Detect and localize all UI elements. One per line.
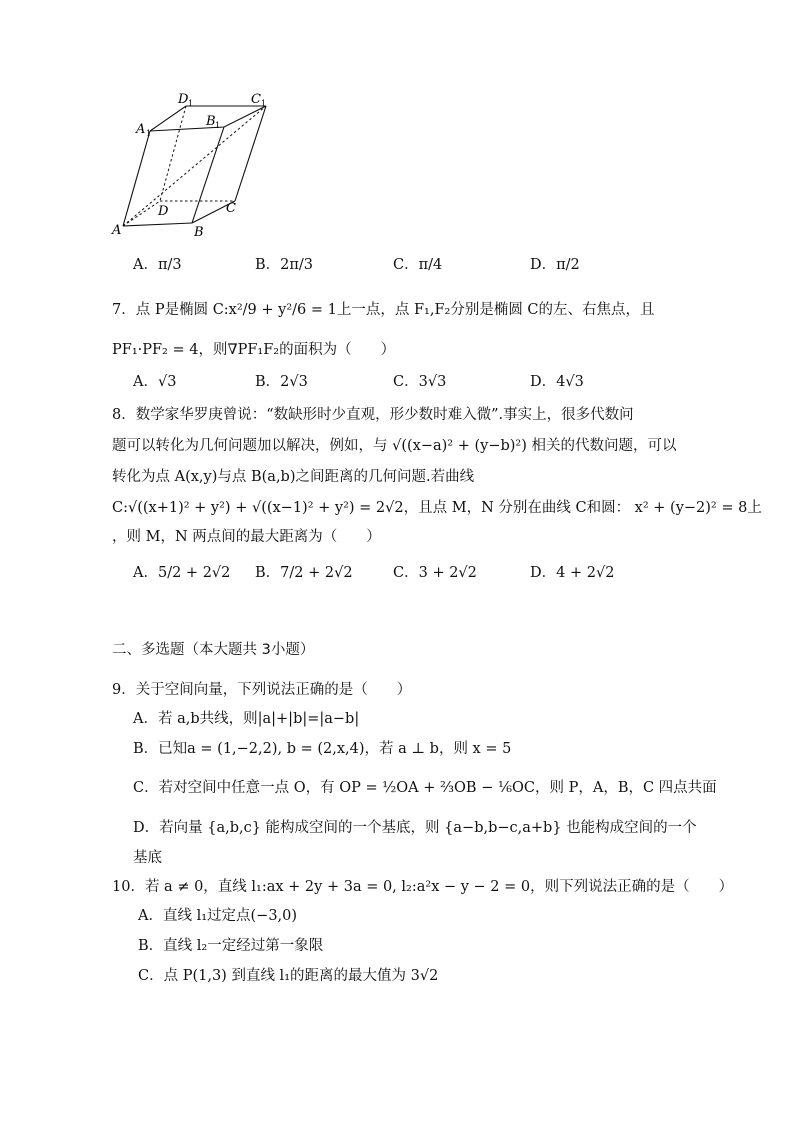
q10-stem: 10．若 a ≠ 0，直线 l₁:ax + 2y + 3a = 0, l₂:a²x − y − 2 = 0，则下列说法正确的是（ ） (112, 879, 734, 895)
option-value: π/2 (556, 257, 580, 273)
q6-option-d (530, 255, 580, 275)
option-key: A． (133, 257, 158, 273)
parallelepiped-figure (108, 88, 283, 238)
option-value: 2π/3 (280, 257, 314, 273)
label-A1-sub: 1 (146, 129, 152, 138)
label-D: D (158, 204, 169, 219)
option-value: π/4 (418, 257, 443, 273)
q9-option-c: C．若对空间中任意一点 O，有 OP = ½OA + ⅔OB − ⅙OC，则 P，A，B，C 四点共面 (133, 780, 717, 796)
option-value: 4√3 (556, 374, 584, 390)
q8-stem-line2: 题可以转化为几何问题加以解决，例如，与 √((x−a)² + (y−b)²) 相关的代数问题，可以 (112, 438, 677, 454)
option-key: B． (255, 257, 281, 273)
label-A: A (112, 223, 122, 238)
q7-option-d (530, 372, 584, 392)
q8-stem-line4: C:√((x+1)² + y²) + √((x−1)² + y²) = 2√2，且点 M，N 分别在曲线 C和圆： x² + (y−2)² = 8上 (112, 500, 762, 516)
option-value: 2√3 (280, 374, 308, 390)
option-value: 3√3 (418, 374, 447, 390)
q8-stem-line5: ，则 M，N 两点间的最大距离为（ ） (112, 529, 381, 545)
label-D1-sub: 1 (188, 99, 194, 108)
option-key: D． (530, 257, 557, 273)
label-B: B (194, 225, 204, 238)
q8-option-c (393, 563, 477, 583)
section-heading: 二、多选题（本大题共 3小题） (112, 642, 315, 658)
q6-option-c (393, 255, 442, 275)
label-C: C (226, 201, 236, 216)
q10-option-b: B．直线 l₂一定经过第一象限 (138, 938, 324, 954)
q7-stem-line1: 7．点 P是椭圆 C:x²/9 + y²/6 = 1上一点，点 F₁,F₂分别是椭圆 C的左、右焦点，且 (112, 302, 655, 318)
q10-option-a: A．直线 l₁过定点(−3,0) (138, 908, 298, 924)
q9-option-b: B．已知a = (1,−2,2), b = (2,x,4)，若 a ⊥ b，则 x = 5 (133, 741, 512, 757)
q7-stem-line2: PF₁·PF₂ = 4，则∇PF₁F₂的面积为（ ） (112, 342, 396, 358)
label-A1: A (136, 122, 146, 137)
option-value: 5/2 + 2√2 (157, 565, 231, 581)
q7-option-c (393, 372, 446, 392)
q9-option-d-line1: D．若向量 {a,b,c} 能构成空间的一个基底，则 {a−b,b−c,a+b} 也能构成空间的一个 (133, 820, 697, 836)
option-key: C． (393, 565, 419, 581)
option-key: B． (255, 374, 281, 390)
label-D1: D (178, 92, 189, 107)
q8-option-b (255, 563, 353, 583)
option-key: C． (393, 257, 419, 273)
option-key: C． (393, 374, 419, 390)
q9-option-a: A．若 a,b共线，则|a|+|b|=|a−b| (133, 711, 360, 727)
q8-stem-line1: 8．数学家华罗庚曾说：“数缺形时少直观，形少数时难入微”.事实上，很多代数问 (112, 407, 634, 423)
q9-stem: 9．关于空间向量，下列说法正确的是（ ） (112, 682, 412, 698)
q7-option-b (255, 372, 308, 392)
q8-option-a (133, 563, 230, 583)
q8-stem-line3: 转化为点 A(x,y)与点 B(a,b)之间距离的几何问题.若曲线 (112, 469, 475, 485)
option-value: 3 + 2√2 (418, 565, 477, 581)
option-value: π/3 (157, 257, 182, 273)
q7-option-a (133, 372, 176, 392)
option-value: 7/2 + 2√2 (280, 565, 353, 581)
option-key: B． (255, 565, 281, 581)
q6-option-a (133, 255, 182, 275)
q8-option-d (530, 563, 614, 583)
q9-option-d-line2: 基底 (133, 850, 162, 866)
option-value: √3 (157, 374, 177, 390)
label-C1-sub: 1 (261, 99, 267, 108)
option-key: A． (133, 374, 158, 390)
q6-option-b (255, 255, 313, 275)
option-key: D． (530, 374, 557, 390)
label-C1: C (251, 92, 261, 107)
option-value: 4 + 2√2 (556, 565, 615, 581)
label-B1: B (206, 114, 216, 129)
q10-option-c: C．点 P(1,3) 到直线 l₁的距离的最大值为 3√2 (138, 968, 439, 984)
option-key: D． (530, 565, 557, 581)
label-B1-sub: 1 (215, 121, 221, 130)
option-key: A． (133, 565, 158, 581)
